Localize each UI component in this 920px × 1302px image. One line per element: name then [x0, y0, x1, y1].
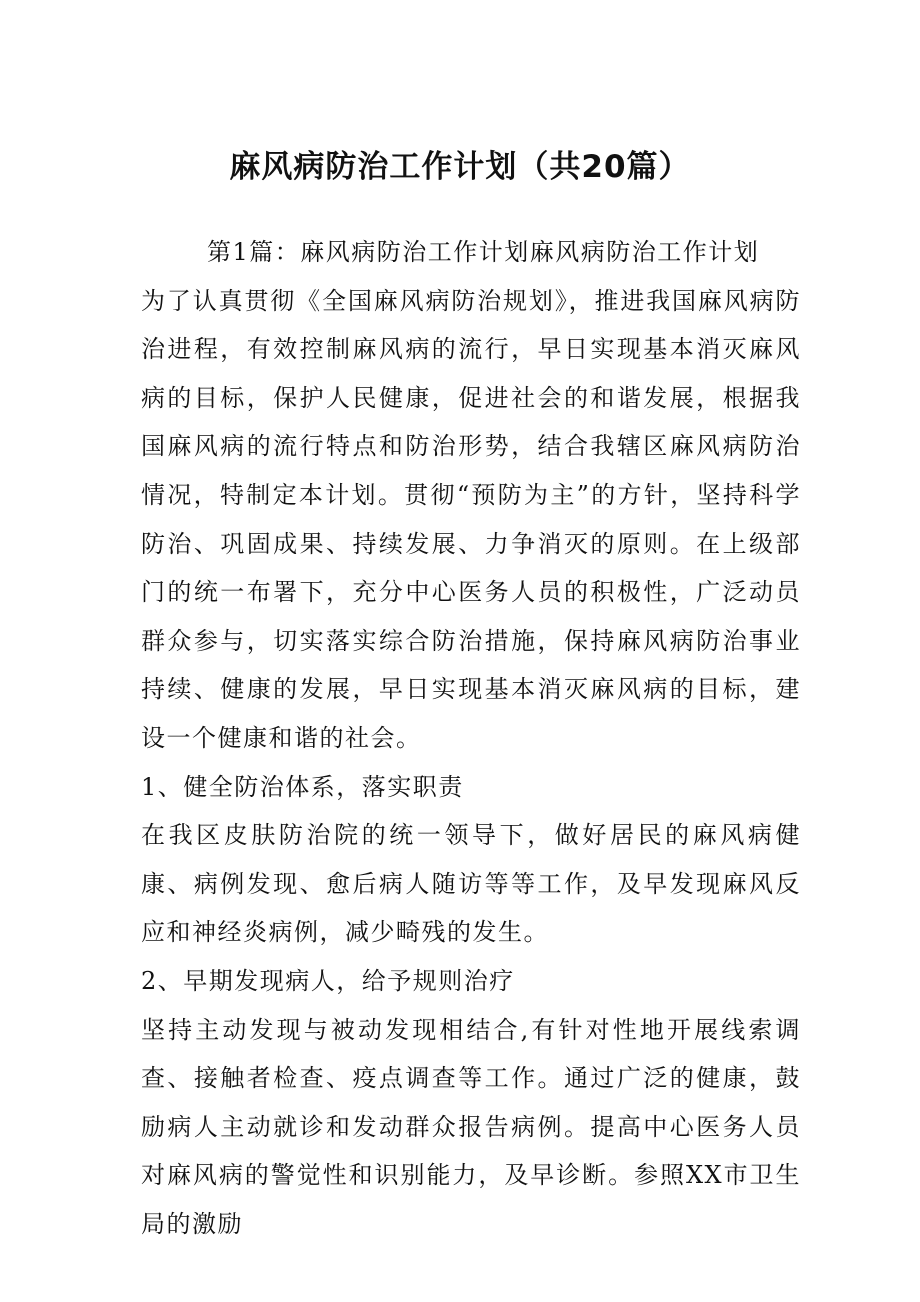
section-heading: 1、健全防治体系，落实职责 — [141, 772, 464, 801]
body-paragraph: 坚持主动发现与被动发现相结合,有针对性地开展线索调查、接触者检查、疫点调查等工作。通过广泛的健康，鼓励病人主动就诊和发动群众报告病例。提高中心医务人员对麻风病的警觉性和识别能力，及早诊断。参照XX市卫生局的激励 — [141, 1015, 801, 1238]
body-paragraph: 在我区皮肤防治院的统一领导下，做好居民的麻风病健康、病例发现、愈后病人随访等等工作，及早发现麻风反应和神经炎病例，减少畸残的发生。 — [141, 821, 801, 947]
document-body — [141, 228, 801, 1248]
body-paragraph: 为了认真贯彻《全国麻风病防治规划》，推进我国麻风病防治进程，有效控制麻风病的流行，早日实现基本消灭麻风病的目标，保护人民健康，促进社会的和谐发展，根据我国麻风病的流行特点和防治形势，结合我辖区麻风病防治情况，特制定本计划。贯彻“预防为主”的方针，坚持科学防治、巩固成果、持续发展、力争消灭的原则。在上级部门的统一布署下，充分中心医务人员的积极性，广泛动员群众参与，切实落实综合防治措施，保持麻风病防治事业持续、健康的发展，早日实现基本消灭麻风病的目标，建设一个健康和谐的社会。 — [141, 286, 801, 752]
document-title: 麻风病防治工作计划（共20篇） — [229, 149, 691, 185]
chapter-subtitle: 第1篇：麻风病防治工作计划麻风病防治工作计划 — [207, 238, 760, 266]
section-heading: 2、早期发现病人，给予规则治疗 — [141, 966, 515, 995]
